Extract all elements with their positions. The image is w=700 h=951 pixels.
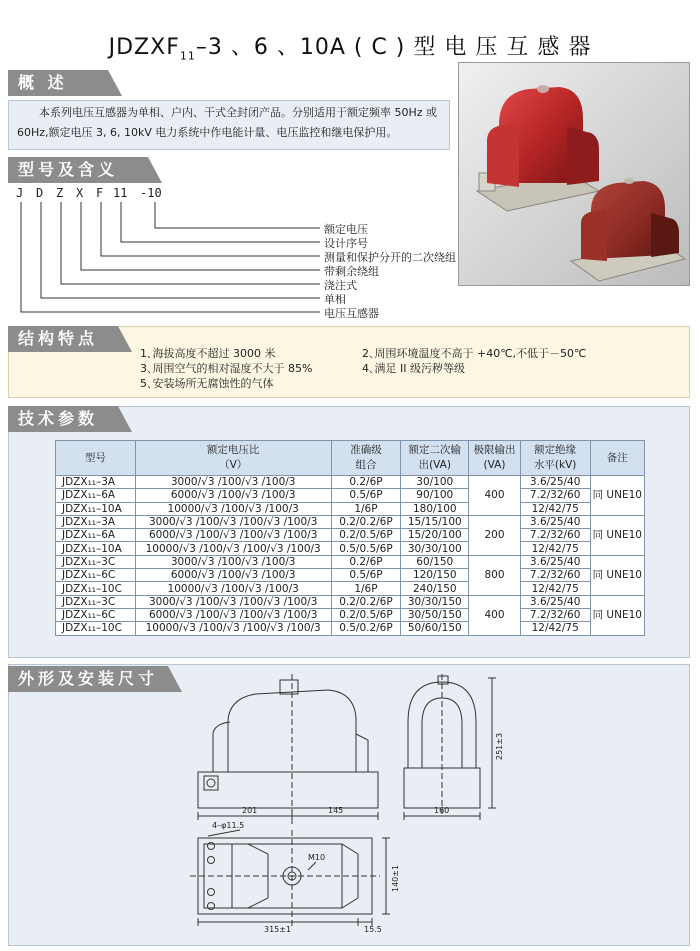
table-row <box>56 555 645 568</box>
cell-note: 同 UNE10 <box>590 555 644 595</box>
cell-class: 0.2/0.2/6P <box>331 515 401 528</box>
cell-model: JDZX₁₁–3C <box>56 595 136 608</box>
model-label-design: 设计序号 <box>324 237 368 250</box>
dim-251: 251±3 <box>495 732 504 760</box>
feature-4: 4､满足 II 级污秽等级 <box>362 362 465 375</box>
model-letter-z: Z <box>56 186 64 200</box>
dim-140: 140±1 <box>391 864 400 892</box>
cell-ratio: 3000/√3 /100/√3 /100/3 <box>135 476 331 489</box>
dimension-drawing <box>8 664 690 946</box>
cell-ratio: 10000/√3 /100/√3 /100/3 <box>135 582 331 595</box>
cell-class: 0.2/6P <box>331 476 401 489</box>
model-letter-x: X <box>76 186 84 200</box>
cell-class: 0.2/6P <box>331 555 401 568</box>
overview-box <box>8 100 450 150</box>
cell-insul: 3.6/25/40 <box>520 555 590 568</box>
cell-note: 同 UNE10 <box>590 595 644 635</box>
model-label-secondary: 测量和保护分开的二次绕组 <box>324 251 456 264</box>
spec-table <box>55 440 645 636</box>
features-heading: 结构特点 <box>8 326 118 352</box>
table-row <box>56 502 645 515</box>
spec-body <box>56 476 645 636</box>
cell-insul: 12/42/75 <box>520 502 590 515</box>
cell-ratio: 6000/√3 /100/√3 /100/√3 /100/3 <box>135 529 331 542</box>
cell-model: JDZX₁₁–3C <box>56 555 136 568</box>
cell-output: 30/100 <box>401 476 469 489</box>
cell-class: 0.5/6P <box>331 489 401 502</box>
cell-output: 240/150 <box>401 582 469 595</box>
table-row <box>56 489 645 502</box>
model-label-residual: 带剩余绕组 <box>324 265 379 278</box>
cell-ratio: 3000/√3 /100/√3 /100/3 <box>135 555 331 568</box>
cell-model: JDZX₁₁–6C <box>56 608 136 621</box>
cell-limit: 400 <box>469 476 521 516</box>
dim-315: 315±1 <box>264 925 292 934</box>
cell-ratio: 10000/√3 /100/√3 /100/√3 /100/3 <box>135 622 331 635</box>
cell-output: 15/15/100 <box>401 515 469 528</box>
table-row <box>56 608 645 621</box>
cell-model: JDZX₁₁–6A <box>56 529 136 542</box>
overview-heading: 概 述 <box>8 70 108 96</box>
table-row <box>56 595 645 608</box>
model-letter-j: J <box>16 186 24 200</box>
model-label-voltage: 额定电压 <box>324 223 368 236</box>
cell-insul: 3.6/25/40 <box>520 595 590 608</box>
cell-insul: 12/42/75 <box>520 542 590 555</box>
cell-ratio: 3000/√3 /100/√3 /100/√3 /100/3 <box>135 595 331 608</box>
cell-class: 0.5/0.5/6P <box>331 542 401 555</box>
model-label-vt: 电压互感器 <box>324 307 379 320</box>
cell-output: 50/60/150 <box>401 622 469 635</box>
th-note: 备注 <box>590 441 644 476</box>
model-label-single: 单相 <box>324 293 346 306</box>
cell-insul: 7.2/32/60 <box>520 489 590 502</box>
th-insul: 额定绝缘 水平(kV) <box>520 441 590 476</box>
table-row <box>56 515 645 528</box>
tech-heading: 技术参数 <box>8 406 118 432</box>
dim-201: 201 <box>242 806 258 815</box>
cell-ratio: 6000/√3 /100/√3 /100/√3 /100/3 <box>135 608 331 621</box>
overview-line-2: 60Hz,额定电压 3, 6, 10kV 电力系统中作电能计量、电压监控和继电保护用。 <box>17 126 398 139</box>
table-row <box>56 582 645 595</box>
table-row <box>56 542 645 555</box>
cell-model: JDZX₁₁–10A <box>56 502 136 515</box>
cell-limit: 400 <box>469 595 521 635</box>
cell-ratio: 3000/√3 /100/√3 /100/√3 /100/3 <box>135 515 331 528</box>
cell-note: 同 UNE10 <box>590 515 644 555</box>
cell-output: 15/20/100 <box>401 529 469 542</box>
spec-header-row <box>56 441 645 476</box>
cell-output: 180/100 <box>401 502 469 515</box>
cell-insul: 3.6/25/40 <box>520 476 590 489</box>
th-limit: 极限输出 (VA) <box>469 441 521 476</box>
cell-model: JDZX₁₁–6C <box>56 569 136 582</box>
cell-class: 0.2/0.2/6P <box>331 595 401 608</box>
cell-output: 120/150 <box>401 569 469 582</box>
cell-ratio: 10000/√3 /100/√3 /100/√3 /100/3 <box>135 542 331 555</box>
model-label-cast: 浇注式 <box>324 279 357 292</box>
cell-model: JDZX₁₁–10A <box>56 542 136 555</box>
cell-model: JDZX₁₁–6A <box>56 489 136 502</box>
cell-class: 0.2/0.5/6P <box>331 529 401 542</box>
cell-ratio: 6000/√3 /100/√3 /100/3 <box>135 569 331 582</box>
cell-model: JDZX₁₁–3A <box>56 515 136 528</box>
cell-model: JDZX₁₁–10C <box>56 622 136 635</box>
cell-insul: 12/42/75 <box>520 582 590 595</box>
cell-class: 1/6P <box>331 502 401 515</box>
th-ratio: 额定电压比 （V） <box>135 441 331 476</box>
feature-2: 2､周围环境温度不高于 +40℃,不低于－50℃ <box>362 347 587 360</box>
cell-class: 0.5/0.2/6P <box>331 622 401 635</box>
cell-model: JDZX₁₁–10C <box>56 582 136 595</box>
th-class: 准确级 组合 <box>331 441 401 476</box>
feature-1: 1､海拔高度不超过 3000 米 <box>140 347 276 360</box>
model-heading: 型号及含义 <box>8 157 148 183</box>
model-letter-f: F <box>96 186 104 200</box>
cell-limit: 800 <box>469 555 521 595</box>
cell-limit: 200 <box>469 515 521 555</box>
table-row <box>56 529 645 542</box>
cell-output: 30/30/150 <box>401 595 469 608</box>
overview-line-1: 本系列电压互感器为单相、户内、干式全封闭产品。分别适用于额定频率 50Hz 或 <box>39 106 438 119</box>
th-output: 额定二次输 出(VA) <box>401 441 469 476</box>
dims-heading: 外形及安装尺寸 <box>8 666 168 692</box>
cell-ratio: 6000/√3 /100/√3 /100/3 <box>135 489 331 502</box>
cell-output: 90/100 <box>401 489 469 502</box>
cell-class: 0.5/6P <box>331 569 401 582</box>
cell-class: 1/6P <box>331 582 401 595</box>
table-row <box>56 569 645 582</box>
cell-output: 60/150 <box>401 555 469 568</box>
feature-3: 3､周围空气的相对湿度不大于 85% <box>140 362 313 375</box>
dim-15: 15.5 <box>364 925 382 934</box>
model-letter-10: -10 <box>140 186 162 200</box>
dim-hole: 4–φ11.5 <box>212 821 245 830</box>
cell-ratio: 10000/√3 /100/√3 /100/3 <box>135 502 331 515</box>
cell-class: 0.2/0.5/6P <box>331 608 401 621</box>
cell-output: 30/30/100 <box>401 542 469 555</box>
dim-m10: M10 <box>308 853 326 862</box>
th-model: 型号 <box>56 441 136 476</box>
cell-output: 30/50/150 <box>401 608 469 621</box>
feature-5: 5､安装场所无腐蚀性的气体 <box>140 377 274 390</box>
dim-160: 160 <box>434 806 450 815</box>
front-base <box>198 772 378 808</box>
product-photo <box>458 62 690 286</box>
dim-145: 145 <box>328 806 344 815</box>
cell-insul: 12/42/75 <box>520 622 590 635</box>
cell-insul: 7.2/32/60 <box>520 569 590 582</box>
cell-note: 同 UNE10 <box>590 476 644 516</box>
model-letter-11: 11 <box>113 186 128 200</box>
cell-model: JDZX₁₁–3A <box>56 476 136 489</box>
cell-insul: 3.6/25/40 <box>520 515 590 528</box>
model-letter-d: D <box>36 186 44 200</box>
page-title: $JDZXF_{11}-3$ 、6 、10A ( C ) 型 电 压 互 感 器 <box>108 35 592 63</box>
cell-insul: 7.2/32/60 <box>520 608 590 621</box>
table-row <box>56 622 645 635</box>
cell-insul: 7.2/32/60 <box>520 529 590 542</box>
table-row <box>56 476 645 489</box>
